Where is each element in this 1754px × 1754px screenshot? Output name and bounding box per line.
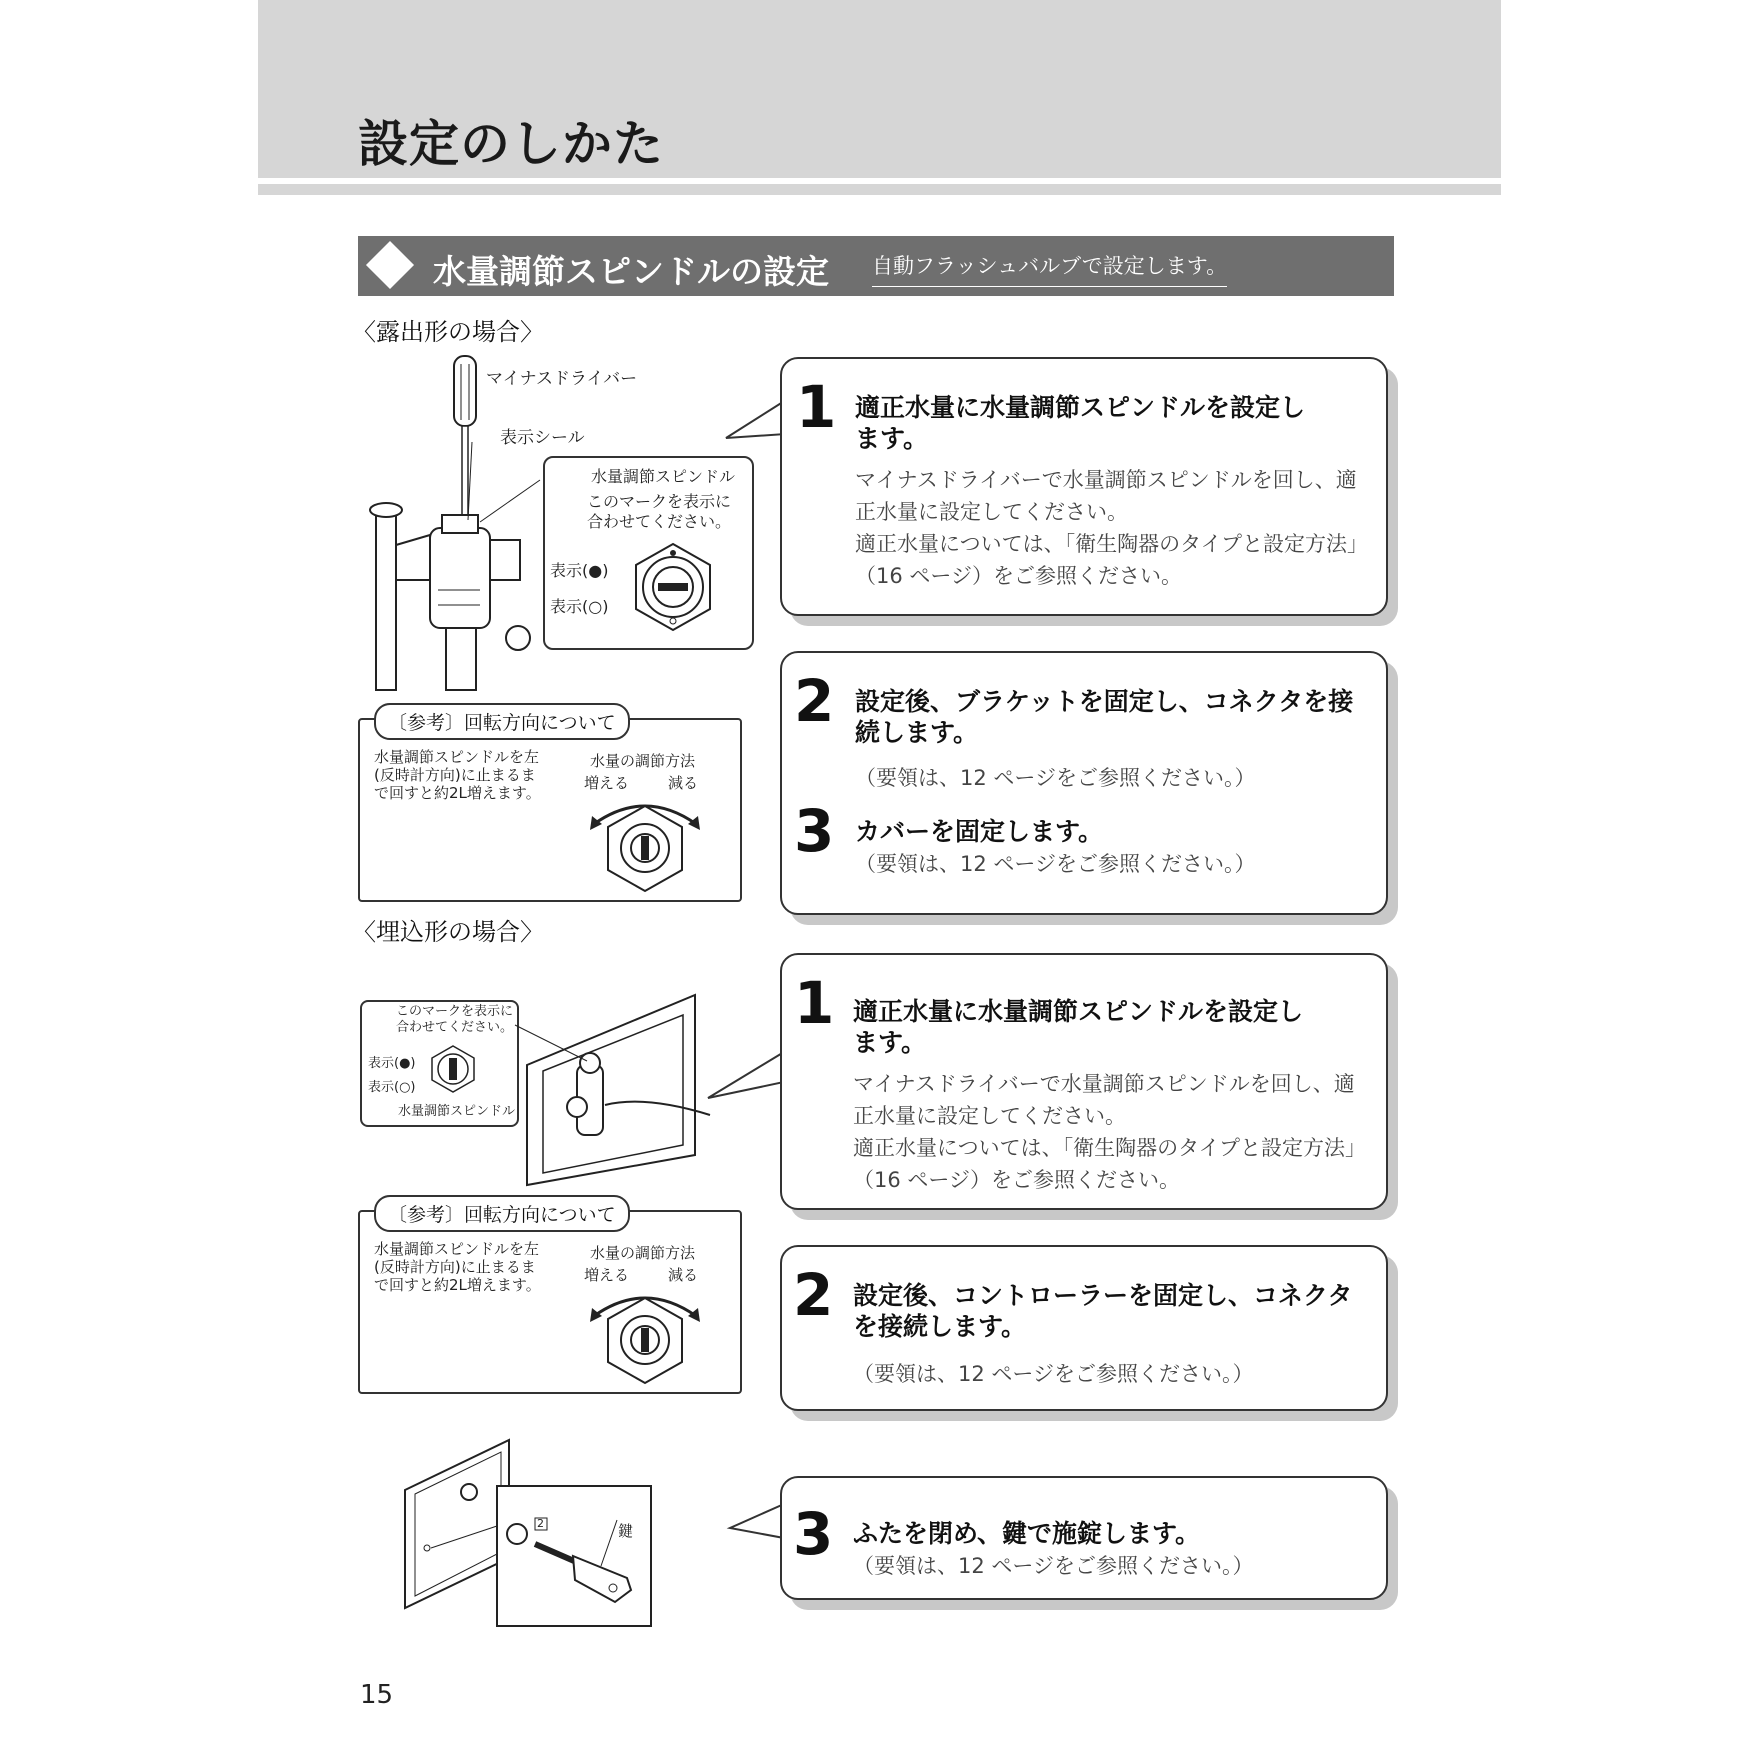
mark-open-label: 表示(○) <box>368 1080 416 1095</box>
embedded-type-label: 〈埋込形の場合〉 <box>352 918 544 946</box>
step-number: 2 <box>794 667 835 735</box>
step-heading: 設定後、コントローラーを固定し、コネクタ を接続します。 <box>853 1281 1353 1341</box>
step-heading: 適正水量に水量調節スピンドルを設定し ます。 <box>853 997 1304 1057</box>
step-body: （要領は、12 ページをご参照ください。） <box>853 1362 1254 1386</box>
embedded-reference-text: 水量調節スピンドルを左 (反時計方向)に止まるま で回すと約2L増えます。 <box>374 1240 541 1294</box>
step-body: （要領は、12 ページをご参照ください。） <box>853 1554 1254 1578</box>
mark-filled-label: 表示(●) <box>550 561 609 580</box>
section-title: 水量調節スピンドルの設定 <box>433 252 829 291</box>
exposed-method-label: 水量の調節方法 <box>590 752 696 770</box>
embedded-reference-tab: 〔参考〕回転方向について <box>374 1195 630 1232</box>
step-heading: 設定後、ブラケットを固定し、コネクタを接 続します。 <box>855 687 1354 747</box>
mark-note: このマークを表示に 合わせてください。 <box>396 1004 514 1035</box>
embedded-decrease-label: 減る <box>668 1266 699 1284</box>
header-divider <box>258 184 1501 195</box>
step-heading: カバーを固定します。 <box>855 817 1104 846</box>
figure-step-number: 2 <box>537 1517 544 1530</box>
step-number: 2 <box>793 1261 834 1329</box>
step-number: 3 <box>794 797 835 865</box>
step-body: （要領は、12 ページをご参照ください。） <box>855 766 1256 790</box>
page-number: 15 <box>360 1680 394 1710</box>
spindle-detail-icon <box>428 1044 478 1094</box>
step-heading: 適正水量に水量調節スピンドルを設定し ます。 <box>855 393 1306 453</box>
mark-filled-label: 表示(●) <box>368 1056 416 1071</box>
exposed-increase-label: 増える <box>584 774 630 792</box>
section-subtitle: 自動フラッシュバルブで設定します。 <box>872 250 1227 287</box>
callout-pointer <box>726 400 786 440</box>
exposed-type-label: 〈露出形の場合〉 <box>352 318 544 346</box>
page-title: 設定のしかた <box>358 115 664 173</box>
seal-label: 表示シール <box>500 428 585 448</box>
spindle-label: 水量調節スピンドル <box>398 1104 516 1119</box>
exposed-decrease-label: 減る <box>668 774 699 792</box>
mark-note: このマークを表示に 合わせてください。 <box>587 492 732 531</box>
exposed-reference-tab: 〔参考〕回転方向について <box>374 703 630 740</box>
step-number: 3 <box>793 1500 834 1568</box>
exposed-reference-text: 水量調節スピンドルを左 (反時計方向)に止まるま で回すと約2L増えます。 <box>374 748 541 802</box>
step-heading: ふたを閉め、鍵で施錠します。 <box>853 1519 1201 1548</box>
mark-open-label: 表示(○) <box>550 597 609 616</box>
embedded-increase-label: 増える <box>584 1266 630 1284</box>
embedded-box-illustration <box>515 995 705 1185</box>
spindle-label: 水量調節スピンドル <box>591 467 736 486</box>
screwdriver-label: マイナスドライバー <box>486 369 638 389</box>
step-body: マイナスドライバーで水量調節スピンドルを回し、適 正水量に設定してください。 適正水量については、「衛生陶器のタイプと設定方法」 （16 ページ）をご参照ください。 <box>855 468 1369 588</box>
step-body: （要領は、12 ページをご参照ください。） <box>855 852 1256 876</box>
embedded-rotation-icon <box>590 1284 700 1384</box>
step-body: マイナスドライバーで水量調節スピンドルを回し、適 正水量に設定してください。 適正水量については、「衛生陶器のタイプと設定方法」 （16 ページ）をご参照ください。 <box>853 1072 1367 1192</box>
callout-pointer <box>708 1052 784 1102</box>
exposed-rotation-icon <box>590 792 700 892</box>
spindle-detail-icon <box>628 542 718 632</box>
step-number: 1 <box>794 969 835 1037</box>
key-label: 鍵 <box>618 1522 634 1540</box>
callout-pointer <box>730 1504 784 1538</box>
step-number: 1 <box>796 373 837 441</box>
embedded-method-label: 水量の調節方法 <box>590 1244 696 1262</box>
